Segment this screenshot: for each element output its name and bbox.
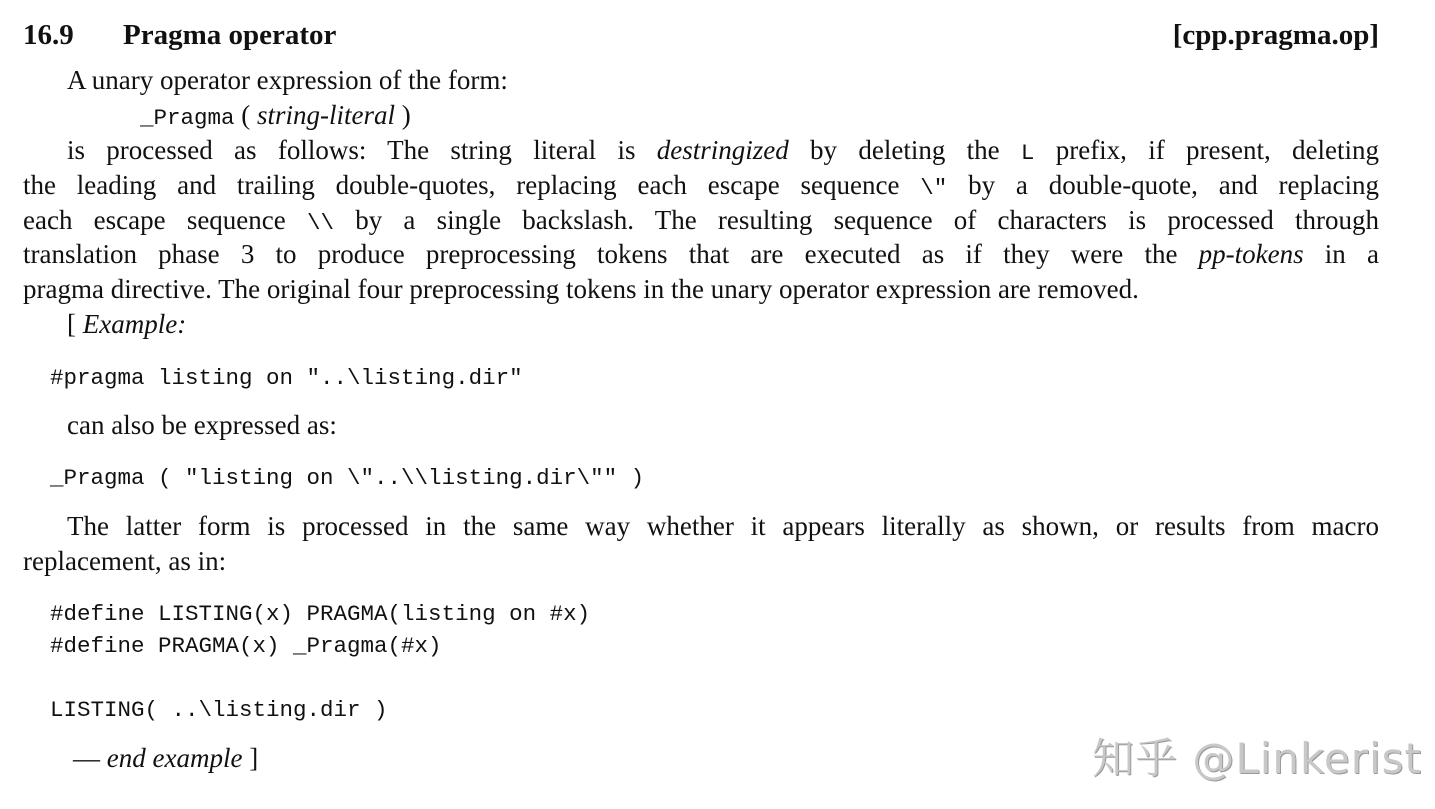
section-number: 16.9 [23, 19, 74, 51]
text-span: by a double-quote, and replacing [947, 170, 1379, 200]
text-span: can also be expressed as: [67, 410, 337, 440]
text-line [67, 408, 1379, 442]
text-line [23, 272, 1379, 306]
text-span: — [73, 743, 107, 773]
text-span: by deleting the [788, 135, 1021, 165]
code-span: _Pragma [140, 105, 235, 131]
text-span: translation phase 3 to produce preprocessing tokens that are executed as if they were the [23, 239, 1199, 269]
text-span: ( [234, 100, 258, 130]
code-line [50, 358, 1379, 392]
text-span: is processed as follows: The string literal is [67, 135, 657, 165]
text-line [67, 133, 1379, 167]
text-span: replacement, as in: [23, 546, 227, 576]
italic-span: string-literal [257, 100, 396, 130]
italic-span: end example [106, 743, 243, 773]
text-line [67, 63, 1379, 97]
text-line [23, 544, 1379, 578]
code-span: LISTING( ..\listing.dir ) [50, 697, 388, 723]
text-line [67, 307, 1379, 341]
section-title: Pragma operator [123, 19, 337, 51]
code-span: \" [920, 175, 948, 201]
code-line [50, 690, 1379, 724]
text-span: in a [1303, 239, 1379, 269]
text-span: ] [242, 743, 259, 773]
text-span: each escape sequence [23, 205, 307, 235]
text-span: A unary operator expression of the form: [67, 65, 508, 95]
code-span: #define LISTING(x) PRAGMA(listing on #x) [50, 601, 591, 627]
text-line [67, 509, 1379, 543]
text-span: pragma directive. The original four preprocessing tokens in the unary operator expression are removed. [23, 274, 1139, 304]
code-span: #define PRAGMA(x) _Pragma(#x) [50, 633, 442, 659]
text-span: The latter form is processed in the same way whether it appears literally as shown, or results from macro [67, 511, 1379, 541]
text-line [23, 237, 1379, 271]
section-ref: [cpp.pragma.op] [1172, 19, 1379, 51]
text-span: [ [67, 309, 83, 339]
code-line [50, 594, 1379, 628]
code-line [50, 626, 1379, 660]
code-span: \\ [306, 210, 334, 236]
italic-span: destringized [656, 135, 789, 165]
watermark: 知乎 @Linkerist [1092, 734, 1422, 783]
text-span: by a single backslash. The resulting sequence of characters is processed through [333, 205, 1379, 235]
text-line [23, 168, 1379, 202]
italic-span: pp-tokens [1198, 239, 1304, 269]
text-span: the leading and trailing double-quotes, replacing each escape sequence [23, 170, 921, 200]
code-span: _Pragma ( "listing on \"..\\listing.dir\"" ) [50, 465, 645, 491]
text-span: prefix, if present, deleting [1034, 135, 1379, 165]
text-line [140, 98, 1379, 132]
code-span: #pragma listing on "..\listing.dir" [50, 365, 523, 391]
text-span: ) [395, 100, 411, 130]
code-span: L [1020, 140, 1035, 166]
section-heading [23, 17, 1379, 53]
italic-span: Example: [82, 309, 187, 339]
text-line [23, 203, 1379, 237]
code-line [50, 458, 1379, 492]
